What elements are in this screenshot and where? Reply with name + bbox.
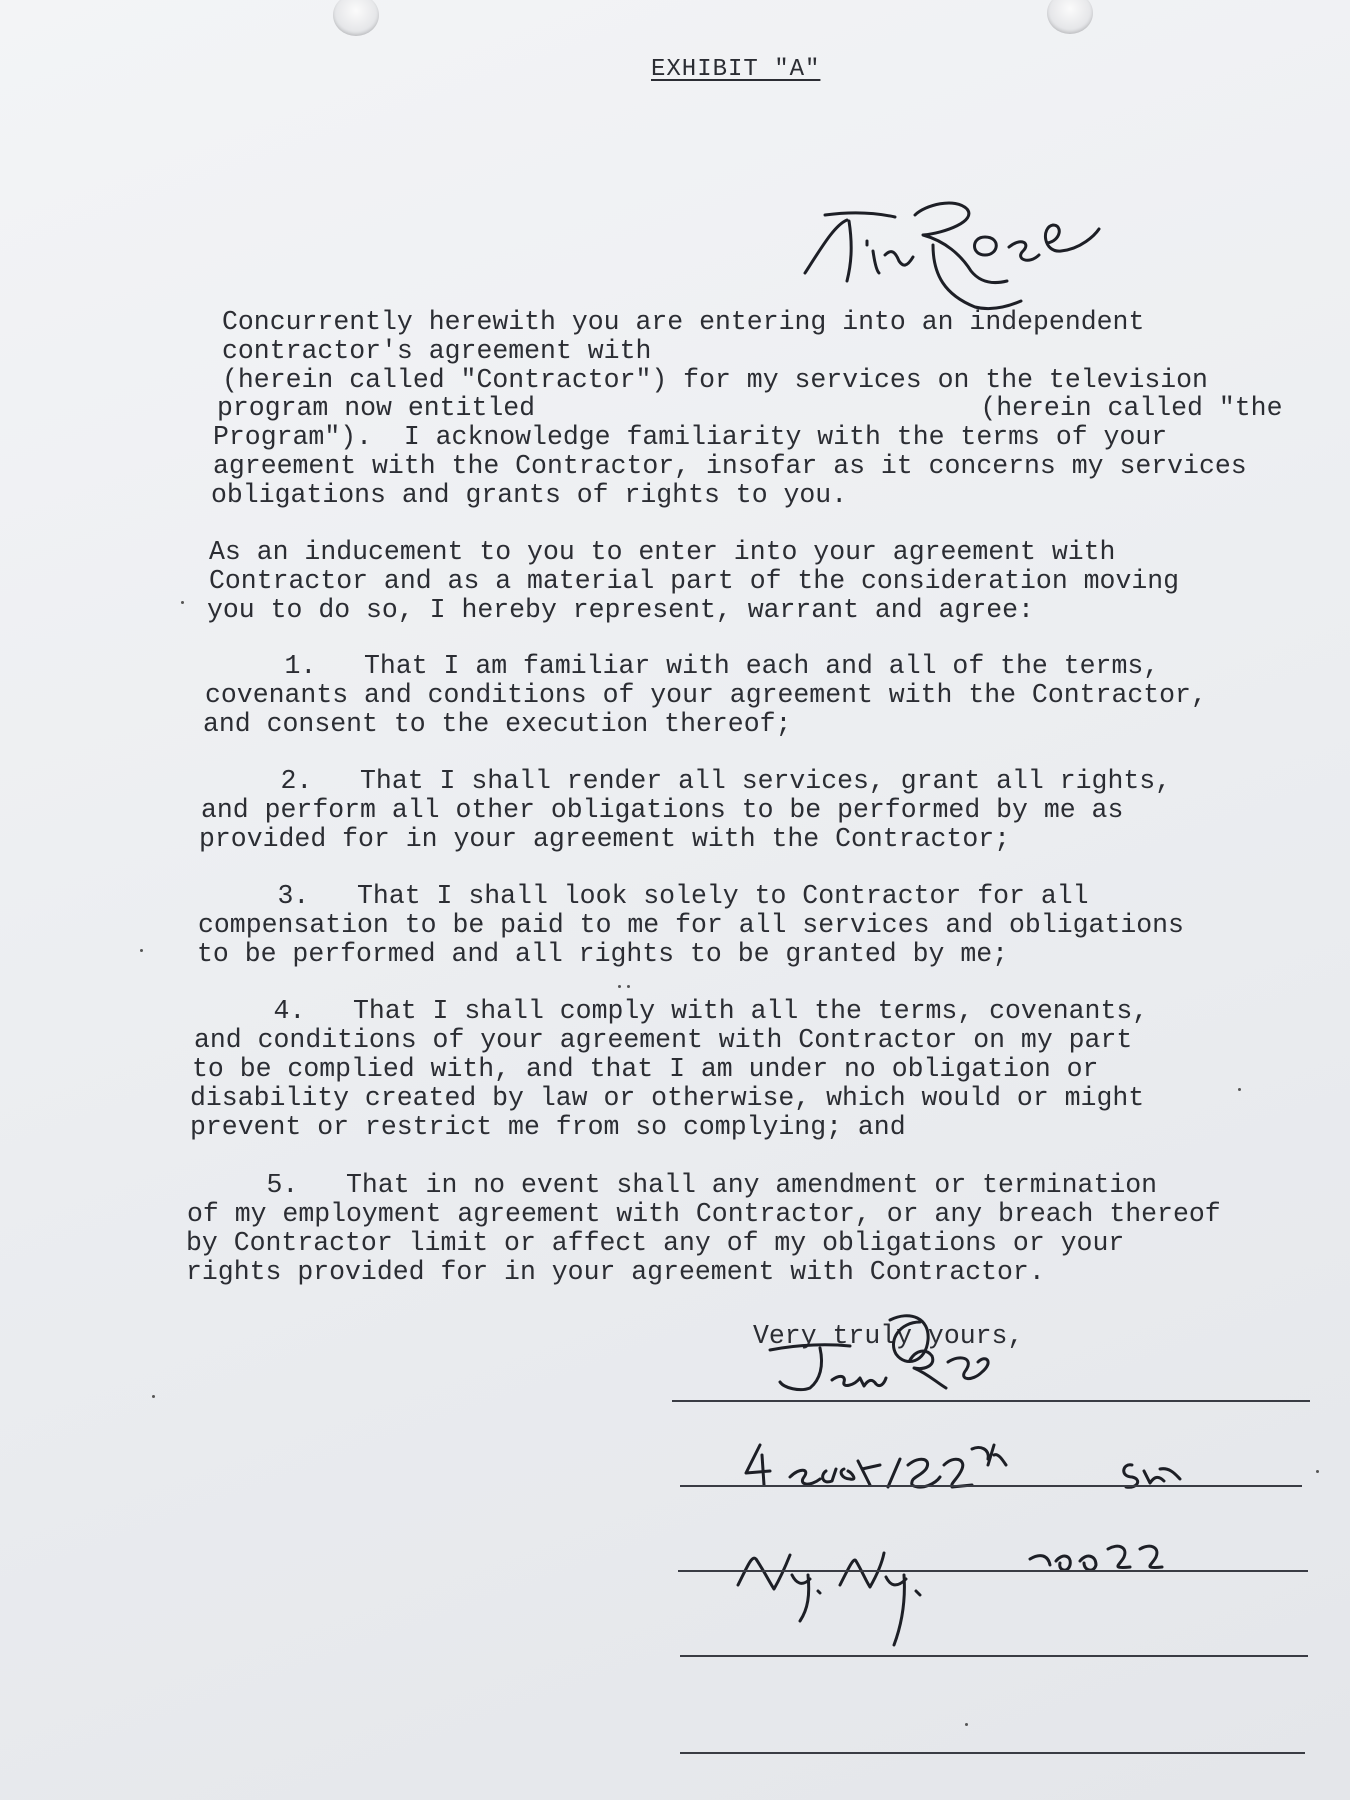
text-line: 3. That I shall look solely to Contractor for all xyxy=(198,881,1089,911)
paper-speck xyxy=(140,949,143,952)
address-line xyxy=(678,1570,1308,1572)
text-line: and conditions of your agreement with Contractor on my part xyxy=(194,1025,1133,1055)
address-line-2 xyxy=(730,1525,1250,1655)
blank-line xyxy=(680,1752,1305,1754)
text-line: and consent to the execution thereof; xyxy=(203,709,792,739)
text-line: As an inducement to you to enter into your agreement with xyxy=(209,537,1116,567)
punch-hole xyxy=(1047,0,1093,34)
text-line: 4. That I shall comply with all the terms, covenants, xyxy=(194,996,1149,1026)
text-line: covenants and conditions of your agreement with the Contractor, xyxy=(205,680,1207,710)
text-line: 5. That in no event shall any amendment or termination xyxy=(187,1170,1158,1200)
text-line: compensation to be paid to me for all services and obligations xyxy=(198,910,1184,940)
text-line: (herein called "Contractor") for my services on the television xyxy=(222,365,1208,395)
text-line: 2. That I shall render all services, grant all rights, xyxy=(201,766,1172,796)
text-line: Contractor and as a material part of the consideration moving xyxy=(209,566,1180,596)
text-line: Program"). I acknowledge familiarity with the terms of your xyxy=(213,422,1168,452)
paper-speck xyxy=(1316,1470,1319,1473)
text-line: provided for in your agreement with the Contractor; xyxy=(199,824,1011,854)
text-line: to be performed and all rights to be granted by me; xyxy=(197,939,1009,969)
top-signature xyxy=(795,185,1145,315)
text-line: Concurrently herewith you are entering into an independent xyxy=(222,307,1145,337)
signature-line xyxy=(672,1400,1310,1402)
text-line: disability created by law or otherwise, which would or might xyxy=(190,1083,1145,1113)
paper-speck xyxy=(152,1395,155,1398)
text-line: 1. That I am familiar with each and all of the terms, xyxy=(205,651,1160,681)
exhibit-title: EXHIBIT "A" xyxy=(651,56,821,83)
paper-speck xyxy=(1238,1088,1241,1091)
paper-speck xyxy=(618,985,621,988)
paper-speck xyxy=(181,601,184,604)
text-line: rights provided for in your agreement with Contractor. xyxy=(186,1257,1045,1287)
text-line: you to do so, I hereby represent, warrant and agree: xyxy=(207,595,1034,625)
text-line: of my employment agreement with Contractor, or any breach thereof xyxy=(187,1199,1221,1229)
address-line xyxy=(680,1485,1302,1487)
text-line: and perform all other obligations to be performed by me as xyxy=(201,795,1124,825)
text-line: program now entitled (herein called "the xyxy=(217,393,1283,423)
bottom-signature xyxy=(760,1310,1100,1410)
text-line: to be complied with, and that I am under no obligation or xyxy=(192,1054,1099,1084)
paper-speck xyxy=(627,985,630,988)
text-line: prevent or restrict me from so complying; and xyxy=(190,1112,906,1142)
text-line: obligations and grants of rights to you. xyxy=(211,480,848,510)
text-line: by Contractor limit or affect any of my obligations or your xyxy=(186,1228,1125,1258)
closing-salutation: Very truly yours, xyxy=(753,1321,1024,1351)
punch-hole xyxy=(333,0,379,36)
text-line: contractor's agreement with xyxy=(222,336,652,366)
paper-speck xyxy=(965,1723,968,1726)
text-line: agreement with the Contractor, insofar as it concerns my services xyxy=(213,451,1247,481)
blank-line xyxy=(680,1655,1308,1657)
